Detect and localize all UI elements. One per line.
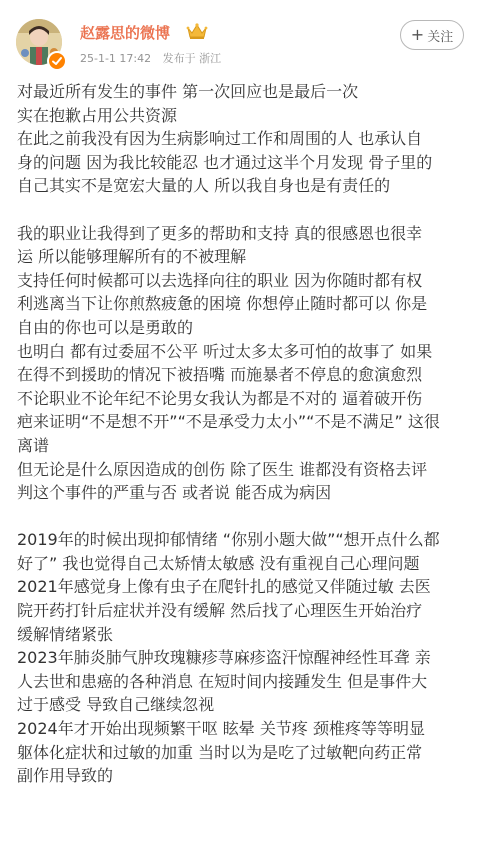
post-meta: [80, 50, 221, 66]
post-blank-line: [17, 505, 467, 529]
post-line: 2023年肺炎肺气肿玫瑰糠疹荨麻疹盗汗惊醒神经性耳聋 亲: [17, 648, 431, 668]
post-line: 好了” 我也觉得自己太矫情太敏感 没有重视自己心理问题: [17, 553, 420, 573]
post-line: 躯体化症状和过敏的加重 当时以为是吃了过敏靶向药正常: [17, 742, 423, 762]
post-source: 发布于 浙江: [162, 52, 222, 65]
post-line: 2021年感觉身上像有虫子在爬针扎的感觉又伴随过敏 去医: [17, 577, 431, 597]
post-text: [17, 80, 467, 788]
post-line: 实在抱歉占用公共资源: [17, 105, 178, 125]
follow-button[interactable]: [400, 20, 464, 50]
post-line: 但无论是什么原因造成的创伤 除了医生 谁都没有资格去评: [17, 459, 428, 479]
crown-icon: [186, 22, 208, 40]
verified-badge-icon: [47, 51, 67, 71]
post-line: 缓解情绪紧张: [17, 624, 114, 644]
post-line: 运 所以能够理解所有的不被理解: [17, 247, 247, 267]
post-line: 支持任何时候都可以去选择向往的职业 因为你随时都有权: [17, 270, 423, 290]
post-line: 在得不到援助的情况下被捂嘴 而施暴者不停息的愈演愈烈: [17, 365, 423, 385]
post-line: 离谱: [17, 435, 50, 455]
post-line: 院开药打针后症状并没有缓解 然后找了心理医生开始治疗: [17, 601, 423, 621]
post-line: 2019年的时候出现抑郁情绪 “你别小题大做”“想开点什么都: [17, 530, 440, 550]
post-timestamp: 25-1-1 17:42: [80, 52, 152, 65]
follow-label: 关注: [427, 29, 454, 45]
plus-icon: +: [410, 25, 425, 44]
post-line: 不论职业不论年纪不论男女我认为都是不对的 逼着破开伤: [17, 388, 423, 408]
post-line: 也明白 都有过委屈不公平 听过太多太多可怕的故事了 如果: [17, 341, 433, 361]
post-line: 副作用导致的: [17, 766, 114, 786]
post-line: 我的职业让我得到了更多的帮助和支持 真的很感恩也很幸: [17, 223, 423, 243]
user-name[interactable]: 赵露思的微博: [80, 24, 171, 42]
post-line: 在此之前我没有因为生病影响过工作和周围的人 也承认自: [17, 129, 423, 149]
post-line: 利逃离当下让你煎熬疲惫的困境 你想停止随时都可以 你是: [17, 294, 428, 314]
post-line: 判这个事件的严重与否 或者说 能否成为病因: [17, 483, 332, 503]
post-header: [0, 0, 477, 80]
post-line: 自己其实不是宽宏大量的人 所以我自身也是有责任的: [17, 176, 391, 196]
post-line: 疤来证明“不是想不开”“不是承受力太小”“不是不满足” 这很: [17, 412, 440, 432]
post-line: 自由的你也可以是勇敢的: [17, 317, 194, 337]
post-line: 身的问题 因为我比较能忍 也才通过这半个月发现 骨子里的: [17, 152, 433, 172]
post-blank-line: [17, 198, 467, 222]
post-line: 人去世和患癌的各种消息 在短时间内接踵发生 但是事件大: [17, 671, 428, 691]
post-line: 2024年才开始出现频繁干呕 眩晕 关节疼 颈椎疼等等明显: [17, 719, 425, 739]
post-line: 过于感受 导致自己继续忽视: [17, 695, 215, 715]
post-line: 对最近所有发生的事件 第一次回应也是最后一次: [17, 82, 359, 101]
